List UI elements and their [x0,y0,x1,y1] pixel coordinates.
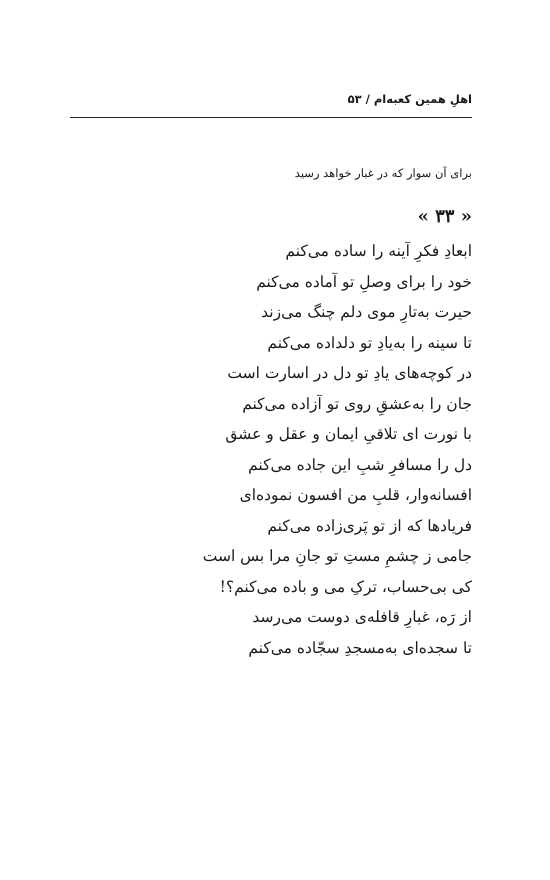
header-divider [70,117,472,118]
poem-line: با نورت ای تلاقیِ ایمان و عقل و عشق [225,425,472,443]
poem-line: جان را به‌عشقِ روی تو آزاده می‌کنم [242,394,472,413]
poem-number: « ۳۳ » [417,206,472,227]
poem-line: جامی ز چشمِ مستِ تو جانِ مرا بس است [202,547,472,565]
poem-line: حیرت به‌تارِ موی دلم چنگ می‌زند [261,303,472,321]
running-header: اهلِ همین کعبه‌ام / ۵۳ [347,92,472,106]
poem-line: خود را برای وصلِ تو آماده می‌کنم [256,272,472,291]
poem-body [92,236,472,663]
poem-line: از رَه، غبارِ قافله‌ی دوست می‌رسد [252,608,472,626]
poem-line: تا سجده‌ای به‌مسجدِ سجّاده می‌کنم [248,638,472,657]
dedication: برای آن سوار که در غبار خواهد رسید [294,166,472,180]
poem-line: کی بی‌حساب، ترکِ می و باده می‌کنم؟! [219,577,472,596]
poem-line: فریادها که از تو پَری‌زاده می‌کنم [267,516,472,535]
poem-line: ابعادِ فکرِ آینه را ساده می‌کنم [285,242,472,260]
poem-line: تا سینه را به‌یادِ تو دلداده می‌کنم [267,333,472,352]
poem-line: افسانه‌وار، قلبِ من افسون نموده‌ای [239,486,472,504]
poem-line: در کوچه‌های یادِ تو دل در اسارت است [227,364,472,382]
poem-line: دل را مسافرِ شبِ این جاده می‌کنم [248,455,472,474]
